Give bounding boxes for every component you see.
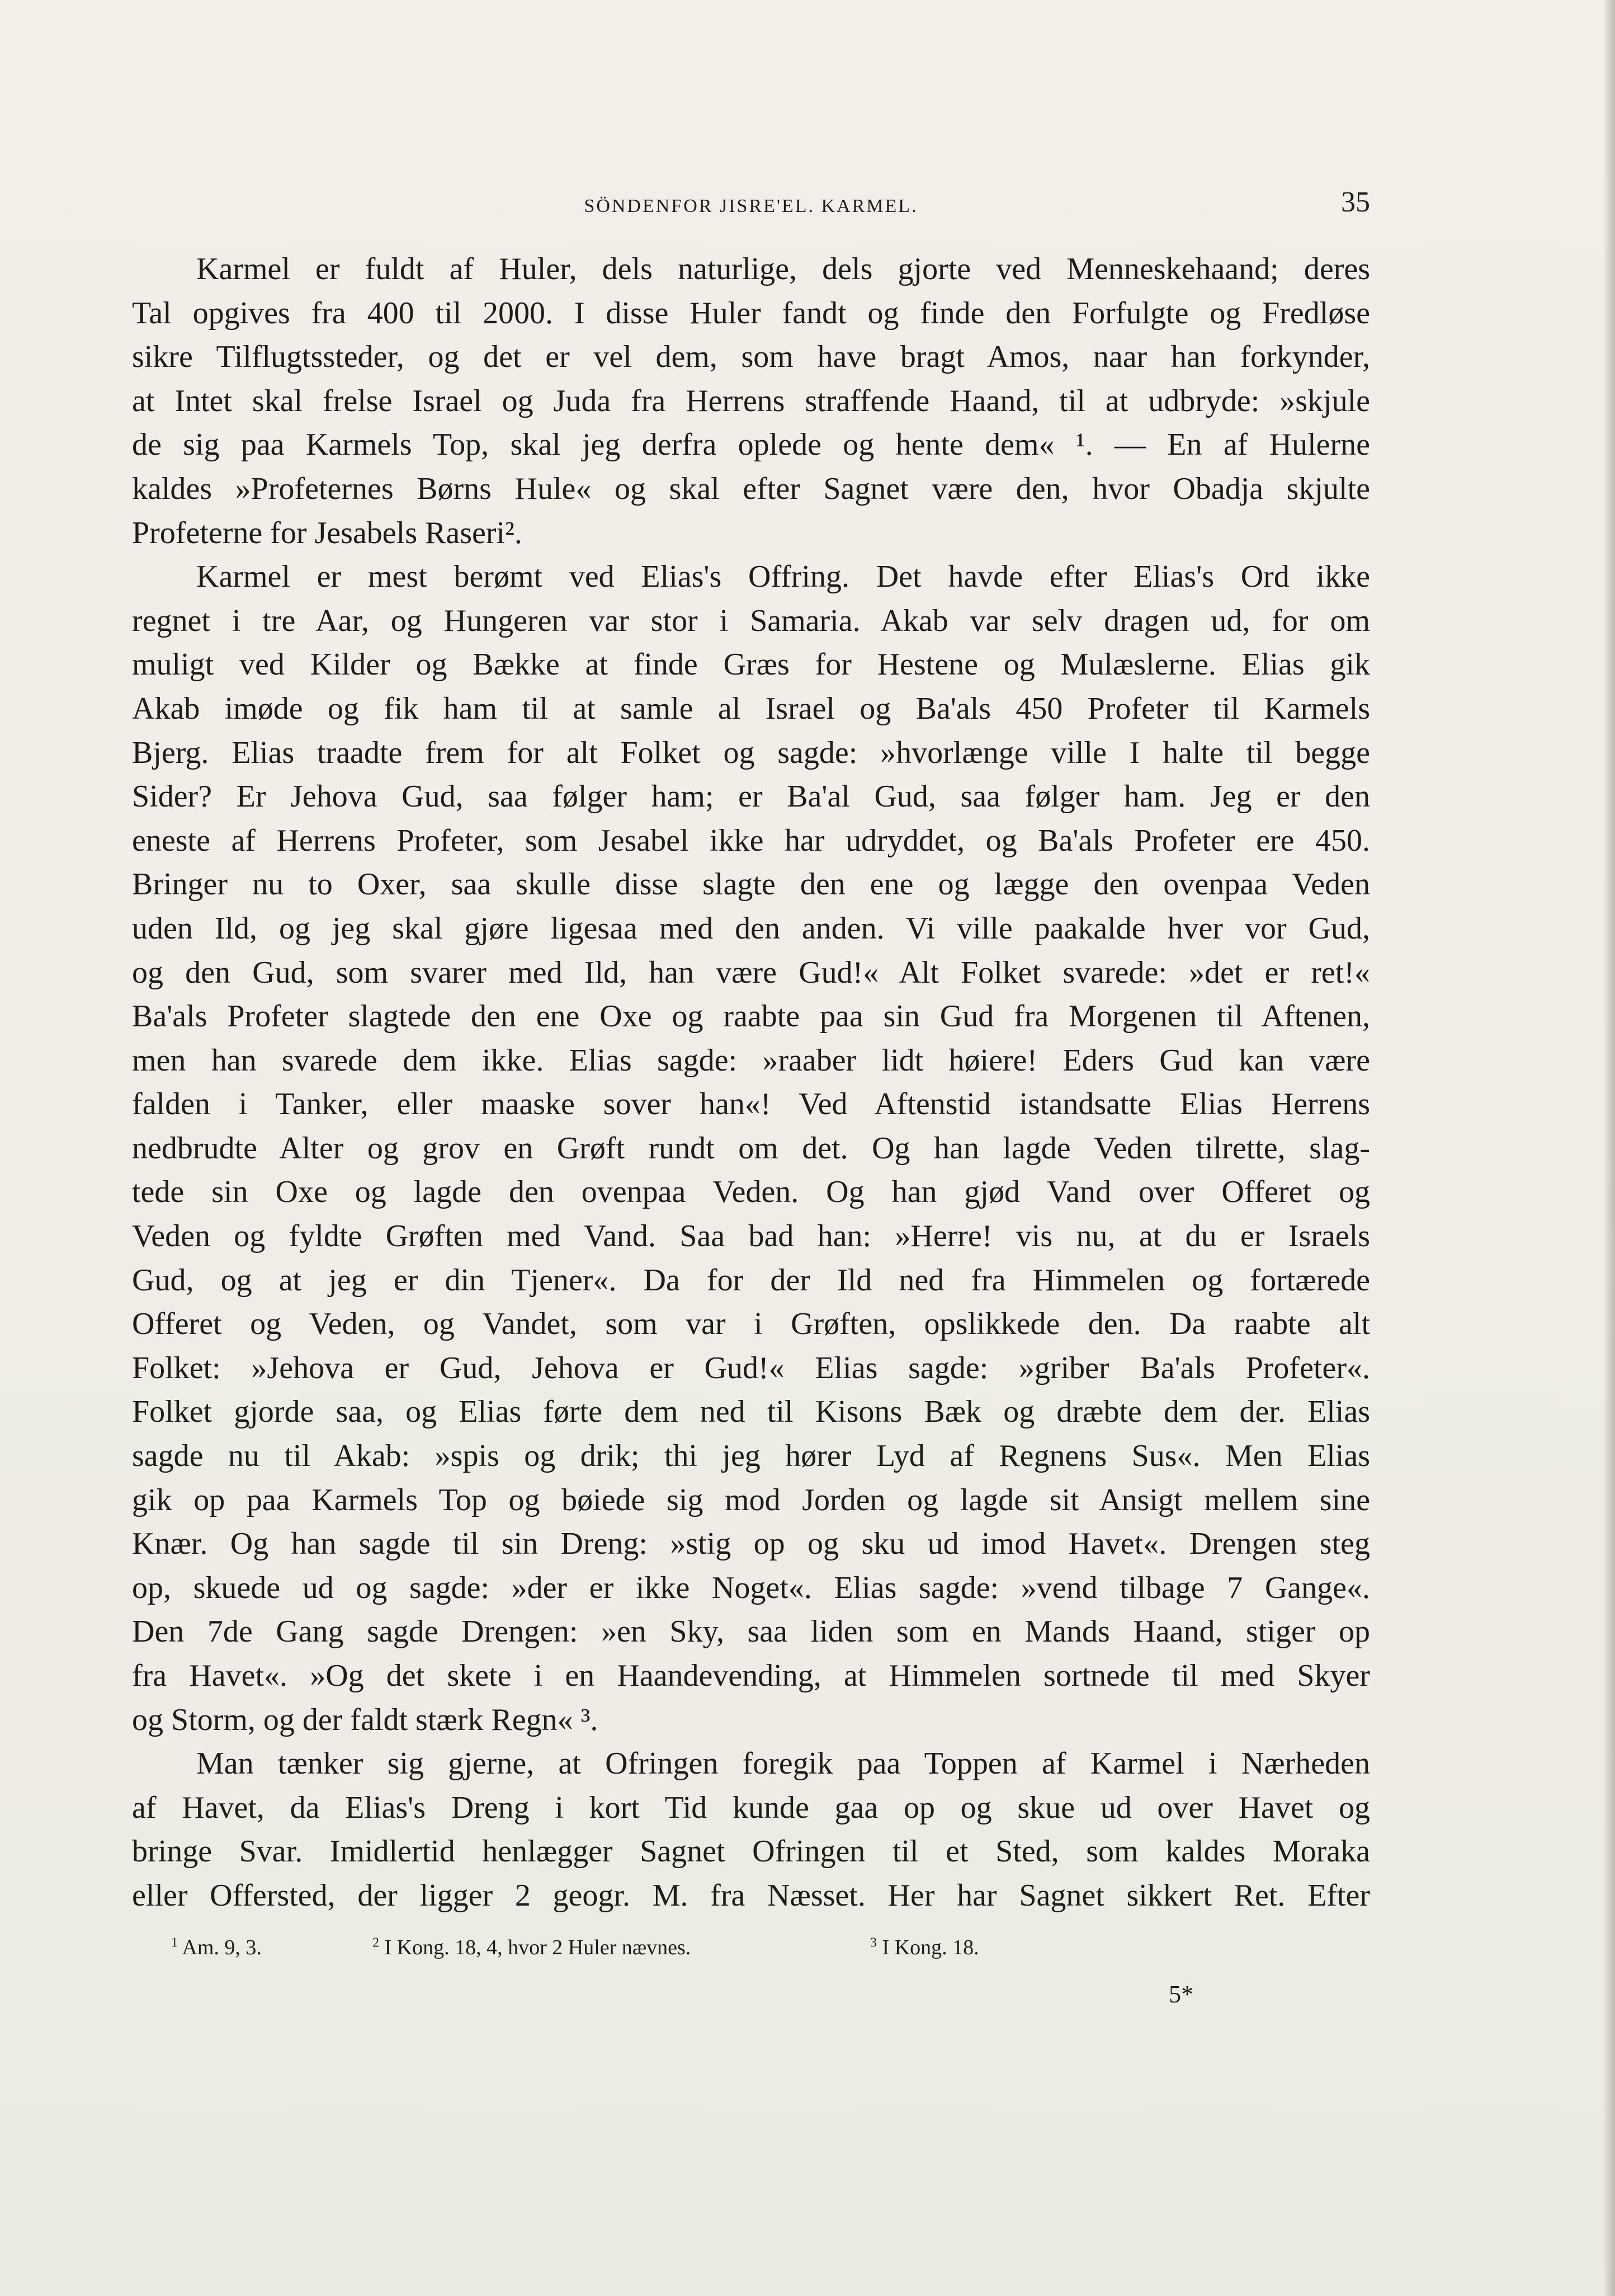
signature-mark: 5* [1169,1981,1193,2008]
text-line: eller Offersted, der ligger 2 geogr. M. fra Næsset. Her har Sagnet sikkert Ret. Efter [132,1878,1370,1913]
text-line: sagde nu til Akab: »spis og drik; thi jeg hører Lyd af Regnens Sus«. Men Elias [132,1439,1370,1474]
text-line: nedbrudte Alter og grov en Grøft rundt om det. Og han lagde Veden tilrette, slag- [132,1130,1370,1166]
running-head [132,186,1370,230]
text-line: Gud, og at jeg er din Tjener«. Da for der Ild ned fra Himmelen og fortærede [132,1262,1370,1298]
text-line: at Intet skal frelse Israel og Juda fra Herrens straffende Haand, til at udbryde: »skjule [132,383,1370,418]
text-line: og den Gud, som svarer med Ild, han være Gud!« Alt Folket svarede: »det er ret!« [132,955,1370,990]
page-number: 35 [1341,186,1370,218]
text-line: Folket gjorde saa, og Elias førte dem ned til Kisons Bæk og dræbte dem der. Elias [132,1394,1370,1430]
text-line: fra Havet«. »Og det skete i en Haandevending, at Himmelen sortnede til med Skyer [132,1658,1370,1693]
body-text [132,247,1370,1918]
text-line: Karmel er fuldt af Huler, dels naturlige, dels gjorte ved Menneskehaand; deres [196,252,1370,286]
page-edge-shadow [1603,0,1615,2296]
text-line: falden i Tanker, eller maaske sover han«! Ved Aftenstid istandsatte Elias Herrens [132,1087,1370,1122]
text-line: og Storm, og der faldt stærk Regn« ³. [132,1702,598,1737]
text-line: Man tænker sig gjerne, at Ofringen foregik paa Toppen af Karmel i Nærheden [196,1746,1370,1781]
text-line: Profeterne for Jesabels Raseri². [132,515,522,550]
text-line: uden Ild, og jeg skal gjøre ligesaa med den anden. Vi ville paakalde hver vor Gud, [132,911,1370,946]
footnote-3: $^3$ I Kong. 18. [870,1935,979,1959]
text-line: Veden og fyldte Grøften med Vand. Saa bad han: »Herre! vis nu, at du er Israels [132,1219,1370,1254]
text-line: Karmel er mest berømt ved Elias's Offring. Det havde efter Elias's Ord ikke [196,559,1370,595]
text-line: eneste af Herrens Profeter, som Jesabel ikke har udryddet, og Ba'als Profeter ere 450. [132,823,1370,858]
text-line: Den 7de Gang sagde Drengen: »en Sky, saa liden som en Mands Haand, stiger op [132,1614,1370,1649]
text-line: af Havet, da Elias's Dreng i kort Tid kunde gaa op og skue ud over Havet og [132,1790,1370,1825]
text-line: kaldes »Profeternes Børns Hule« og skal efter Sagnet være den, hvor Obadja skjulte [132,471,1370,506]
text-line: Ba'als Profeter slagtede den ene Oxe og raabte paa sin Gud fra Morgenen til Aftenen, [132,999,1370,1034]
running-title: SÖNDENFOR JISRE'EL. KARMEL. [584,196,918,216]
text-line: Sider? Er Jehova Gud, saa følger ham; er Ba'al Gud, saa følger ham. Jeg er den [132,779,1370,814]
text-line: de sig paa Karmels Top, skal jeg derfra oplede og hente dem« ¹. — En af Hulerne [132,427,1370,463]
text-line: Bjerg. Elias traadte frem for alt Folket og sagde: »hvorlænge ville I halte til begge [132,735,1370,770]
text-line: Akab imøde og fik ham til at samle al Israel og Ba'als 450 Profeter til Karmels [132,691,1370,726]
text-line: Knær. Og han sagde til sin Dreng: »stig op og sku ud imod Havet«. Drengen steg [132,1526,1370,1562]
footnote-1: $^1$ Am. 9, 3. [171,1935,262,1959]
text-line: sikre Tilflugtssteder, og det er vel dem, som have bragt Amos, naar han forkynder, [132,340,1370,375]
text-line: Folket: »Jehova er Gud, Jehova er Gud!« Elias sagde: »griber Ba'als Profeter«. [132,1350,1370,1385]
text-line: Bringer nu to Oxer, saa skulle disse slagte den ene og lægge den ovenpaa Veden [132,867,1370,902]
footnote-2: $^2$ I Kong. 18, 4, hvor 2 Huler nævnes. [372,1935,691,1959]
text-line: op, skuede ud og sagde: »der er ikke Noget«. Elias sagde: »vend tilbage 7 Gange«. [132,1570,1370,1605]
text-line: Tal opgives fra 400 til 2000. I disse Huler fandt og finde den Forfulgte og Fredløse [132,295,1370,331]
text-line: men han svarede dem ikke. Elias sagde: »raaber lidt høiere! Eders Gud kan være [132,1043,1370,1078]
text-line: bringe Svar. Imidlertid henlægger Sagnet Ofringen til et Sted, som kaldes Moraka [132,1834,1370,1869]
text-line: muligt ved Kilder og Bække at finde Græs for Hestene og Mulæslerne. Elias gik [132,647,1370,682]
text-line: tede sin Oxe og lagde den ovenpaa Veden. Og han gjød Vand over Offeret og [132,1175,1370,1210]
text-line: regnet i tre Aar, og Hungeren var stor i Samaria. Akab var selv dragen ud, for om [132,603,1370,638]
footnotes [132,1935,1370,1969]
text-line: gik op paa Karmels Top og bøiede sig mod Jorden og lagde sit Ansigt mellem sine [132,1482,1370,1517]
text-line: Offeret og Veden, og Vandet, som var i Grøften, opslikkede den. Da raabte alt [132,1307,1370,1342]
